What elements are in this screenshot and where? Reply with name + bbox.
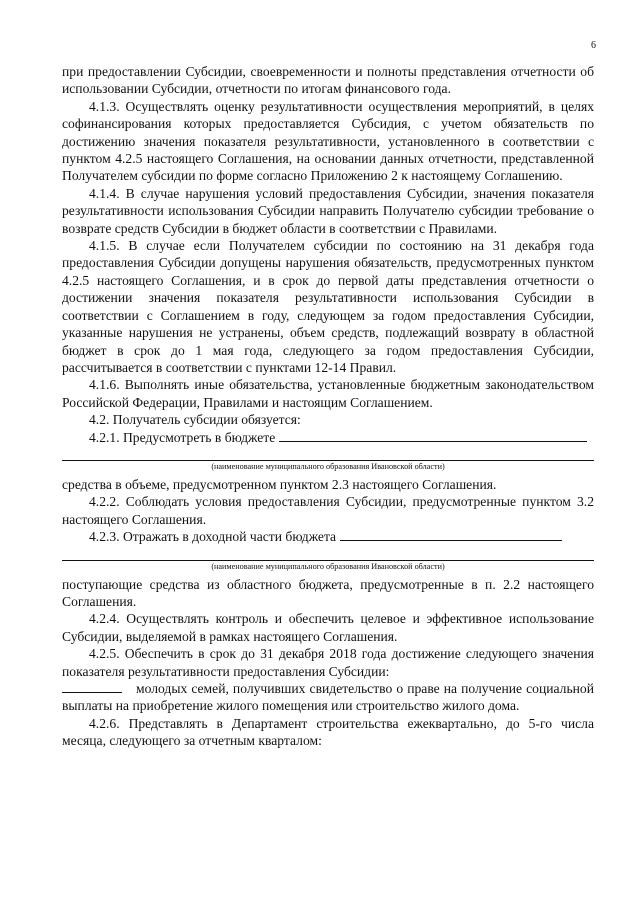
- paragraph-4-2-1: [62, 429, 594, 446]
- paragraph-4-1-3: 4.1.3. Осуществлять оценку результативности осуществления мероприятий, в целях софинансирования которых предоставляется Субсидия, с учетом обязательств по достижению значения показателя результативности, установленного в соответствии с пунктом 4.2.5 настоящего Соглашения, на основании данных отчетности, представленной Получателем субсидии по форме согласно Приложению 2 к настоящему Соглашению.: [62, 98, 594, 184]
- fill-in-line-budget-continued: [62, 448, 594, 461]
- paragraph-4-2-1-continued: средства в объеме, предусмотренном пунктом 2.3 настоящего Соглашения.: [62, 476, 497, 492]
- paragraph-4-1-4: 4.1.4. В случае нарушения условий предоставления Субсидии, значения показателя результативности использования Субсидии направить Получателю субсидии требование о возврате средств Субсидии в бюджет области в соответствии с Правилами.: [62, 185, 594, 236]
- paragraph-4-1-5: 4.1.5. В случае если Получателем субсидии по состоянию на 31 декабря года предоставления Субсидии допущены нарушения обязательств, предусмотренных пунктом 4.2.5 настоящего Соглашения, и в срок до первой даты представления отчетности о достижении значения показателя результативности использования Субсидии в соответствии с Соглашением в году, следующем за годом предоставления Субсидии, указанные нарушения не устранены, объем средств, подлежащий возврату в областной бюджет в срок до 1 мая года, следующего за годом предоставления Субсидии, рассчитывается в соответствии с пунктами 12-14 Правил.: [62, 238, 594, 375]
- paragraph-4-2-4: 4.2.4. Осуществлять контроль и обеспечить целевое и эффективное использование Субсидии, выделяемой в рамках настоящего Соглашения.: [62, 611, 594, 644]
- paragraph-4-2: 4.2. Получатель субсидии обязуется:: [89, 412, 301, 428]
- paragraph-4-2-3-lead: 4.2.3. Отражать в доходной части бюджета: [89, 529, 337, 545]
- paragraph-indicator-text: молодых семей, получивших свидетельство о праве на получение социальной выплаты на приобретение жилого помещения или строительство жилого дома.: [62, 681, 594, 714]
- paragraph-4-2-5: 4.2.5. Обеспечить в срок до 31 декабря 2018 года достижение следующего значения показателя результативности предоставления Субсидии:: [62, 646, 594, 679]
- caption-municipality-2: (наименование муниципального образования Ивановской области): [211, 561, 445, 571]
- paragraph-4-1-6: 4.1.6. Выполнять иные обязательства, установленные бюджетным законодательством Российской Федерации, Правилами и настоящим Соглашением.: [62, 377, 594, 410]
- fill-in-line-revenue-continued: [62, 548, 594, 561]
- paragraph-4-2-6: 4.2.6. Представлять в Департамент строительства ежеквартально, до 5-го числа месяца, следующего за отчетным кварталом:: [62, 715, 594, 749]
- fill-in-line-budget: [279, 429, 587, 442]
- fill-in-line-revenue: [340, 528, 562, 541]
- paragraph-indicator: [62, 680, 594, 715]
- paragraph-4-2-3-continued: поступающие средства из областного бюджета, предусмотренные в п. 2.2 настоящего Соглашения.: [62, 576, 594, 609]
- document-body: [62, 63, 594, 750]
- paragraph-4-2-1-lead: 4.2.1. Предусмотреть в бюджете: [89, 429, 276, 445]
- paragraph-intro: при предоставлении Субсидии, своевременности и полноты представления отчетности об использовании Субсидии, отчетности по итогам финансового года.: [62, 64, 594, 97]
- fill-in-line-count: [62, 680, 122, 693]
- paragraph-4-2-3: [62, 528, 594, 545]
- caption-municipality-1: (наименование муниципального образования Ивановской области): [211, 461, 445, 471]
- paragraph-4-2-2: 4.2.2. Соблюдать условия предоставления Субсидии, предусмотренные пунктом 3.2 настоящего Соглашения.: [62, 494, 594, 527]
- page-number: 6: [591, 40, 596, 51]
